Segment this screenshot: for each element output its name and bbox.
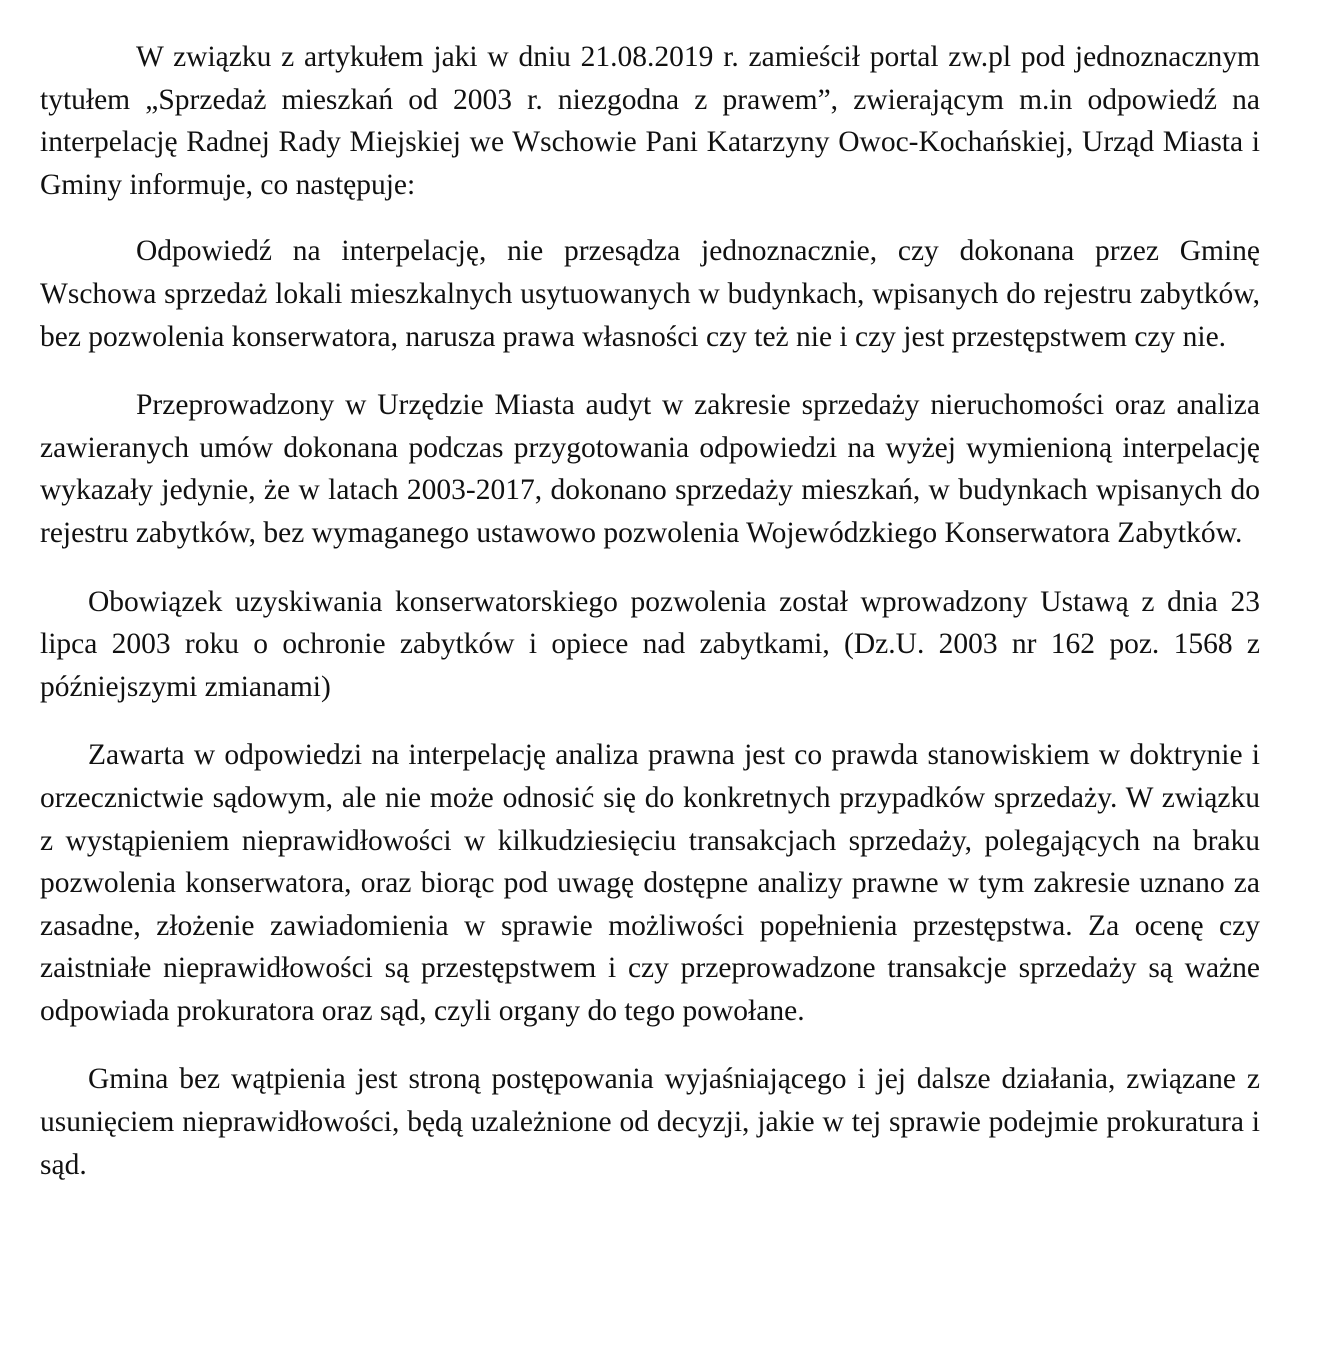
paragraph-conclusion: Gmina bez wątpienia jest stroną postępowania wyjaśniającego i jej dalsze działania, związane z usunięciem nieprawidłowości, będą uzależnione od decyzji, jakie w tej sprawie podejmie prokuratura i sąd.: [40, 1063, 1260, 1181]
document-body: [40, 36, 1260, 1186]
paragraph-legal-obligation: Obowiązek uzyskiwania konserwatorskiego pozwolenia został wprowadzony Ustawą z dnia 23 lipca 2003 roku o ochronie zabytków i opiece nad zabytkami, (Dz.U. 2003 nr 162 poz. 1568 z późniejszymi zmianami): [40, 585, 1260, 703]
paragraph-legal-analysis: Zawarta w odpowiedzi na interpelację analiza prawna jest co prawda stanowiskiem w doktrynie i orzecznictwie sądowym, ale nie może odnosić się do konkretnych przypadków sprzedaży. W związku z wystąpieniem nieprawidłowości w kilkudziesięciu transakcjach sprzedaży, polegających na braku pozwolenia konserwatora, oraz biorąc pod uwagę dostępne analizy prawne w tym zakresie uznano za zasadne, złożenie zawiadomienia w sprawie możliwości popełnienia przestępstwa. Za ocenę czy zaistniałe nieprawidłowości są przestępstwem i czy przeprowadzone transakcje sprzedaży są ważne odpowiada prokuratora oraz sąd, czyli organy do tego powołane.: [40, 739, 1260, 1027]
paragraph-interpellation-answer: Odpowiedź na interpelację, nie przesądza jednoznacznie, czy dokonana przez Gminę Wschowa sprzedaż lokali mieszkalnych usytuowanych w budynkach, wpisanych do rejestru zabytków, bez pozwolenia konserwatora, narusza prawa własności czy też nie i czy jest przestępstwem czy nie.: [40, 235, 1260, 353]
paragraph-intro: W związku z artykułem jaki w dniu 21.08.2019 r. zamieścił portal zw.pl pod jednoznacznym tytułem „Sprzedaż mieszkań od 2003 r. niezgodna z prawem”, zwierającym m.in odpowiedź na interpelację Radnej Rady Miejskiej we Wschowie Pani Katarzyny Owoc-Kochańskiej, Urząd Miasta i Gminy informuje, co następuje:: [40, 41, 1260, 201]
paragraph-audit: Przeprowadzony w Urzędzie Miasta audyt w zakresie sprzedaży nieruchomości oraz analiza zawieranych umów dokonana podczas przygotowania odpowiedzi na wyżej wymienioną interpelację wykazały jedynie, że w latach 2003-2017, dokonano sprzedaży mieszkań, w budynkach wpisanych do rejestru zabytków, bez wymaganego ustawowo pozwolenia Wojewódzkiego Konserwatora Zabytków.: [40, 389, 1260, 549]
